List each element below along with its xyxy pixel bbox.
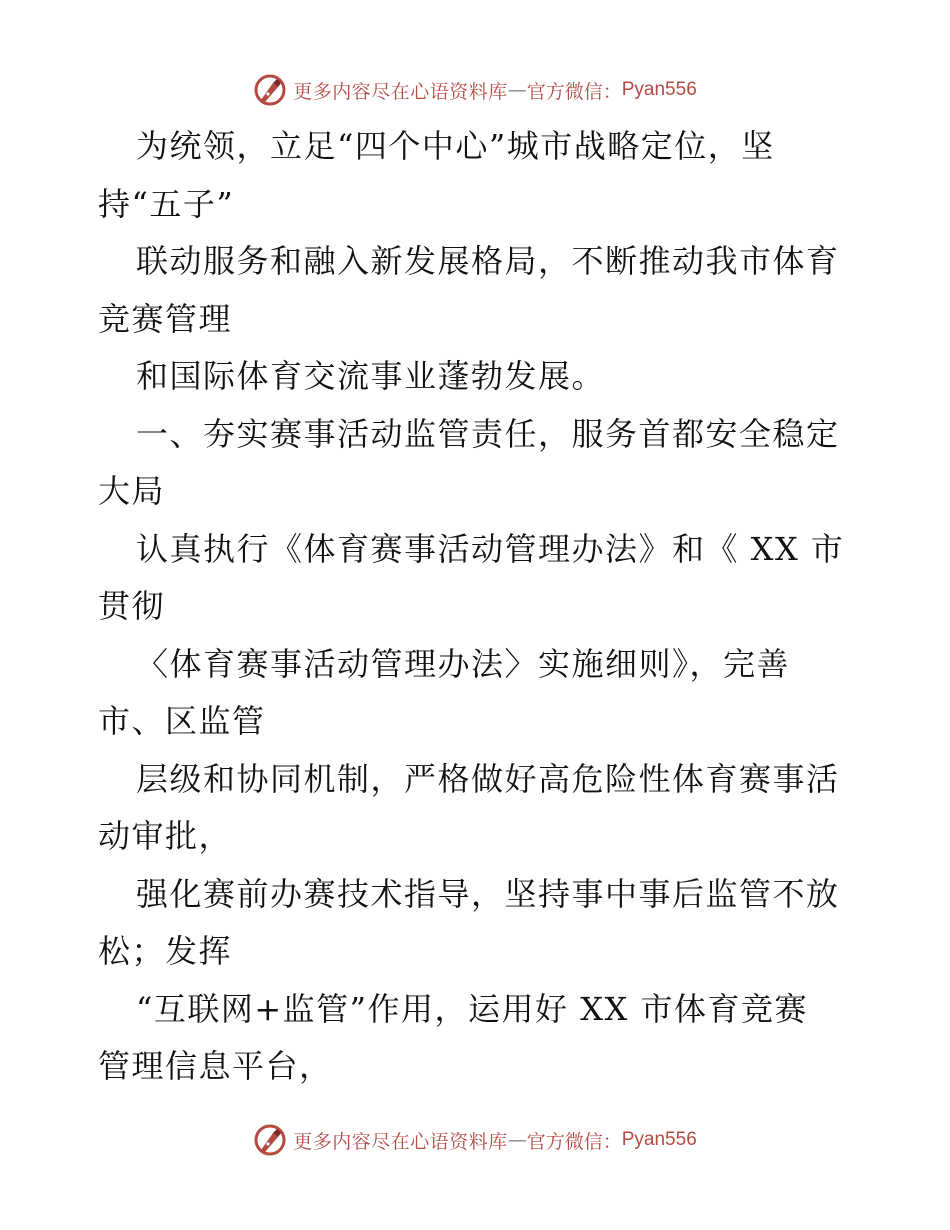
section-heading: 一、夯实赛事活动监管责任，服务首都安全稳定: [136, 414, 840, 453]
text-line: 竞赛管理: [98, 299, 233, 338]
text-line: 为统领，立足“四个中心”城市战略定位，坚: [136, 127, 775, 165]
text-line: 〈体育赛事活动管理办法〉实施细则》，完善: [136, 644, 791, 683]
watermark-separator: —: [507, 1129, 527, 1151]
pen-nib-logo-icon: [253, 73, 287, 107]
text-line: 强化赛前办赛技术指导，坚持事中事后监管不放: [136, 874, 840, 913]
watermark-separator: —: [507, 79, 527, 101]
text-line: 和国际体育交流事业蓬勃发展。: [136, 357, 606, 395]
text-line: “互联网+监管”作用，运用好 XX 市体育竞赛: [136, 989, 808, 1028]
text-line: 松；发挥: [98, 932, 233, 970]
document-body: [98, 118, 858, 1096]
watermark-text: 更多内容尽在心语资料库: [293, 80, 508, 103]
header-watermark: [0, 70, 950, 110]
text-line: 市、区监管: [98, 702, 266, 740]
watermark-wechat-id: Pyan556: [621, 79, 697, 100]
watermark-wechat-label: 官方微信：: [526, 80, 622, 103]
watermark-wechat-label: 官方微信：: [526, 1130, 622, 1153]
text-line: 贯彻: [98, 587, 166, 625]
text-line: 联动服务和融入新发展格局，不断推动我市体育: [136, 242, 840, 280]
text-line: 认真执行《体育赛事活动管理办法》和《 XX 市: [136, 529, 845, 568]
text-line: 持“五子”: [98, 184, 235, 223]
footer-watermark: [0, 1120, 950, 1160]
text-line: 管理信息平台，: [98, 1047, 333, 1085]
text-line: 层级和协同机制，严格做好高危险性体育赛事活: [136, 759, 840, 798]
section-heading-continued: 大局: [98, 472, 166, 510]
pen-nib-logo-icon: [253, 1123, 287, 1157]
watermark-wechat-id: Pyan556: [621, 1129, 697, 1150]
watermark-text: 更多内容尽在心语资料库: [293, 1130, 508, 1153]
text-line: 动审批，: [98, 817, 233, 855]
